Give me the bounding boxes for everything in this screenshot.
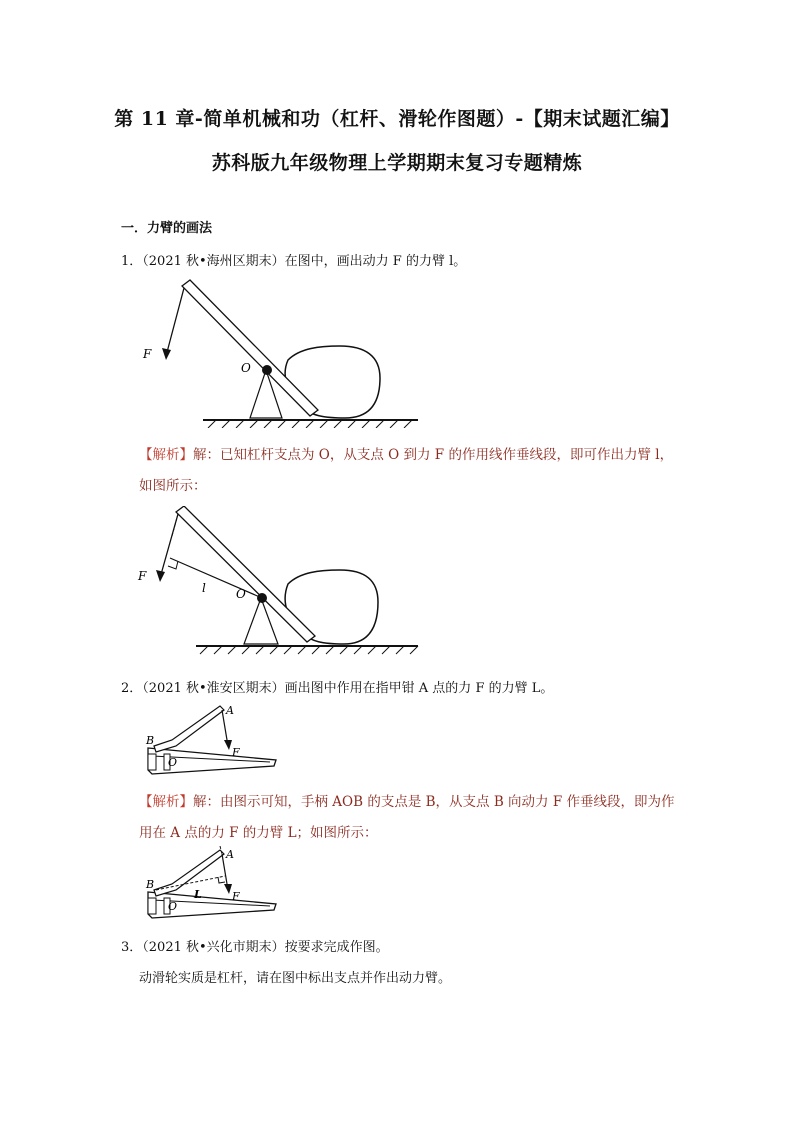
question-2: 2．（2021 秋•淮安区期末）画出图中作用在指甲钳 A 点的力 F 的力臂 L。 <box>121 681 554 696</box>
figure-2-clipper <box>142 702 282 778</box>
label-l: l <box>202 581 206 595</box>
question-1: 1．（2021 秋•海州区期末）在图中，画出动力 F 的力臂 l。 <box>121 254 467 269</box>
figure-2-answer <box>142 846 282 922</box>
page-subtitle: 苏科版九年级物理上学期期末复习专题精炼 <box>211 152 583 174</box>
section-heading: 一．力臂的画法 <box>121 221 213 236</box>
answer-tag: 【解析】 <box>139 447 193 463</box>
label-O: O <box>168 900 178 913</box>
figure-1-answer <box>130 506 430 658</box>
label-F: F <box>138 569 147 583</box>
label-L: L <box>194 888 202 901</box>
question-3-detail: 动滑轮实质是杠杆，请在图中标出支点并作出动力臂。 <box>139 971 452 986</box>
label-O: O <box>168 756 178 769</box>
label-B: B <box>146 878 155 891</box>
label-F: F <box>232 890 240 903</box>
label-B: B <box>146 734 155 747</box>
label-O: O <box>236 587 246 601</box>
figure-1-lever <box>130 278 430 428</box>
label-A: A <box>226 848 234 861</box>
label-F: F <box>143 347 152 361</box>
label-O: O <box>241 361 251 375</box>
answer-tag: 【解析】 <box>139 794 193 810</box>
label-A: A <box>226 704 234 717</box>
question-3: 3．（2021 秋•兴化市期末）按要求完成作图。 <box>121 940 389 955</box>
page-title: 第 11 章-简单机械和功（杠杆、滑轮作图题）-【期末试题汇编】 <box>114 108 680 130</box>
answer-2: 【解析】解：由图示可知，手柄 AOB 的支点是 B，从支点 B 向动力 F 作垂线段，即为作 用在 A 点的力 F 的力臂 L；如图所示： <box>139 794 675 841</box>
label-F: F <box>232 746 240 759</box>
answer-1: 【解析】解：已知杠杆支点为 O，从支点 O 到力 F 的作用线作垂线段，即可作出力臂 l， 如图所示： <box>139 447 674 494</box>
